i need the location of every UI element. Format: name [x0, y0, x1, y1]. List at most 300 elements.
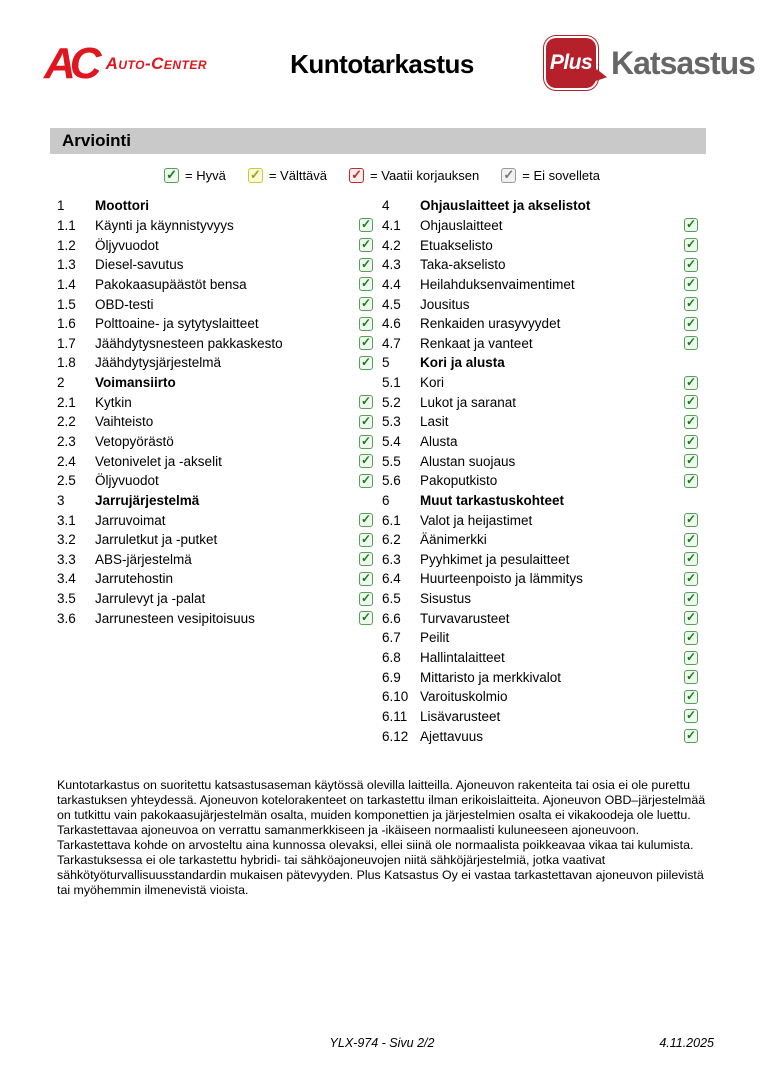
item-status [357, 317, 373, 331]
check-icon: ✓ [685, 688, 697, 703]
item-status [357, 513, 373, 527]
status-checkbox-good [359, 435, 373, 449]
status-checkbox-good [684, 631, 698, 645]
check-icon: ✓ [166, 167, 177, 182]
item-number: 1.5 [57, 296, 76, 312]
item-label: Kytkin [95, 394, 132, 410]
item-number: 1.8 [57, 355, 76, 371]
check-icon: ✓ [360, 453, 372, 468]
item-status [357, 435, 373, 449]
item-label: Taka-akselisto [420, 257, 506, 273]
plus-badge-icon [544, 36, 598, 90]
checklist-item-row [57, 333, 373, 353]
checklist-item-row [382, 432, 698, 452]
checklist-item-row [57, 530, 373, 550]
item-status [357, 454, 373, 468]
legend-item [349, 168, 479, 183]
checklist-item-row [57, 392, 373, 412]
checklist-item-row [57, 275, 373, 295]
section-title: Kori ja alusta [420, 355, 505, 371]
item-status [357, 474, 373, 488]
item-number: 1.6 [57, 316, 76, 332]
status-checkbox-good [684, 258, 698, 272]
item-label: Ajettavuus [420, 728, 484, 744]
checklist-item-row [382, 275, 698, 295]
item-status [682, 277, 698, 291]
checklist-item-row [382, 687, 698, 707]
check-icon: ✓ [685, 629, 697, 644]
check-icon: ✓ [360, 413, 372, 428]
checklist-item-row [382, 707, 698, 727]
checklist-item-row [382, 726, 698, 746]
checklist-item-row [382, 451, 698, 471]
status-checkbox-good [359, 552, 373, 566]
checklist-item-row [382, 628, 698, 648]
check-icon: ✓ [685, 296, 697, 311]
plus-badge-text: Plus [549, 51, 593, 74]
check-icon: ✓ [360, 354, 372, 369]
section-bar-title: Arviointi [62, 131, 131, 150]
section-title: Muut tarkastuskohteet [420, 492, 565, 508]
item-number: 4.1 [382, 217, 401, 233]
item-number: 2.1 [57, 394, 76, 410]
checklist-item-row [57, 255, 373, 275]
section-title: Moottori [95, 198, 149, 214]
check-icon: ✓ [685, 335, 697, 350]
item-label: Diesel-savutus [95, 257, 184, 273]
check-icon: ✓ [685, 217, 697, 232]
status-checkbox-good [684, 592, 698, 606]
checklist-item-row [382, 667, 698, 687]
item-label: Polttoaine- ja sytytyslaitteet [95, 316, 259, 332]
item-status [682, 395, 698, 409]
check-icon: ✓ [360, 590, 372, 605]
item-label: Lasit [420, 414, 449, 430]
item-number: 2.3 [57, 434, 76, 449]
section-number: 3 [57, 492, 65, 508]
item-number: 3.4 [57, 571, 76, 587]
item-number: 1.7 [57, 335, 76, 351]
section-header-row [382, 353, 698, 373]
item-number: 3.2 [57, 532, 76, 548]
status-checkbox-good [684, 513, 698, 527]
legend-label: = Vaatii korjauksen [370, 168, 480, 183]
checklist-item-row [382, 392, 698, 412]
checklist-item-row [57, 569, 373, 589]
item-status [682, 376, 698, 390]
checklist-item-row [57, 608, 373, 628]
check-icon: ✓ [360, 315, 372, 330]
status-checkbox-good [359, 218, 373, 232]
item-label: Valot ja heijastimet [420, 512, 533, 528]
check-icon: ✓ [685, 669, 697, 684]
item-label: Äänimerkki [420, 532, 487, 548]
item-label: Hallintalaitteet [420, 650, 505, 666]
item-number: 1.2 [57, 237, 76, 253]
item-label: Käynti ja käynnistyvyys [95, 217, 234, 233]
item-status [682, 218, 698, 232]
item-status [357, 395, 373, 409]
item-label: Mittaristo ja merkkivalot [420, 669, 562, 685]
item-status [682, 415, 698, 429]
item-number: 3.1 [57, 512, 76, 528]
item-number: 5.6 [382, 473, 401, 489]
item-status [357, 592, 373, 606]
check-icon: ✓ [249, 167, 261, 182]
item-number: 2.4 [57, 453, 76, 469]
item-status [682, 435, 698, 449]
checklist-item-row [57, 471, 373, 491]
status-checkbox-good [684, 218, 698, 232]
page-footer [0, 1036, 764, 1056]
item-status [357, 238, 373, 252]
check-icon: ✓ [685, 472, 697, 487]
check-icon: ✓ [685, 610, 697, 625]
status-legend [0, 168, 764, 183]
checklist-item-row [382, 530, 698, 550]
item-label: Lisävarusteet [420, 708, 501, 724]
checklist-item-row [57, 451, 373, 471]
status-checkbox-fair [248, 168, 263, 183]
check-icon: ✓ [685, 394, 697, 409]
item-status [682, 611, 698, 625]
checklist-item-row [57, 510, 373, 530]
checklist-item-row [57, 589, 373, 609]
section-number: 5 [382, 355, 390, 371]
item-status [357, 297, 373, 311]
status-checkbox-good [359, 454, 373, 468]
item-label: Alusta [420, 434, 458, 449]
item-status [682, 258, 698, 272]
check-icon: ✓ [685, 649, 697, 664]
checklist-item-row [57, 216, 373, 236]
check-icon: ✓ [360, 551, 372, 566]
item-number: 2.2 [57, 414, 76, 430]
item-label: Jarrulevyt ja -palat [95, 591, 206, 607]
item-number: 1.4 [57, 276, 76, 292]
item-label: Renkaat ja vanteet [420, 335, 533, 351]
status-checkbox-good [359, 356, 373, 370]
item-number: 4.2 [382, 237, 401, 253]
item-status [682, 297, 698, 311]
item-label: Pyyhkimet ja pesulaitteet [420, 551, 570, 567]
item-number: 6.6 [382, 610, 401, 626]
item-status [682, 533, 698, 547]
item-status [357, 572, 373, 586]
item-label: Alustan suojaus [420, 453, 516, 469]
section-number: 6 [382, 492, 390, 508]
item-status [682, 336, 698, 350]
item-label: Pakokaasupäästöt bensa [95, 276, 247, 292]
check-icon: ✓ [360, 217, 372, 232]
item-label: Huurteenpoisto ja lämmitys [420, 571, 583, 587]
status-checkbox-good [359, 592, 373, 606]
item-number: 5.2 [382, 394, 401, 410]
item-status [357, 533, 373, 547]
item-label: Vetopyörästö [95, 434, 174, 449]
section-header-row [57, 491, 373, 511]
status-checkbox-good [684, 651, 698, 665]
item-status [682, 729, 698, 743]
check-icon: ✓ [360, 433, 372, 448]
checklist-item-row [382, 510, 698, 530]
item-status [357, 258, 373, 272]
item-status [682, 552, 698, 566]
check-icon: ✓ [360, 237, 372, 252]
item-status [682, 670, 698, 684]
check-icon: ✓ [685, 708, 697, 723]
legend-label: = Välttävä [268, 168, 328, 183]
status-checkbox-good [164, 168, 179, 183]
item-label: Jarrunesteen vesipitoisuus [95, 610, 255, 626]
item-number: 4.6 [382, 316, 401, 332]
status-checkbox-good [684, 376, 698, 390]
item-label: Peilit [420, 630, 450, 646]
check-icon: ✓ [685, 453, 697, 468]
checklist-item-row [57, 294, 373, 314]
checklist-column-right [382, 196, 698, 746]
checklist-item-row [57, 550, 373, 570]
status-checkbox-good [684, 533, 698, 547]
status-checkbox-good [684, 297, 698, 311]
item-number: 3.6 [57, 610, 76, 626]
check-icon: ✓ [685, 315, 697, 330]
checklist-item-row [57, 353, 373, 373]
plus-katsastus-logo [544, 36, 755, 90]
check-icon: ✓ [685, 413, 697, 428]
item-number: 5.5 [382, 453, 401, 469]
item-status [682, 513, 698, 527]
status-checkbox-na [501, 168, 516, 183]
item-status [357, 277, 373, 291]
checklist-item-row [57, 235, 373, 255]
legend-label: = Hyvä [185, 168, 226, 183]
status-checkbox-good [359, 277, 373, 291]
checklist-item-row [382, 471, 698, 491]
item-label: Vetonivelet ja -akselit [95, 453, 222, 469]
checklist-item-row [382, 333, 698, 353]
status-checkbox-good [684, 336, 698, 350]
status-checkbox-good [684, 454, 698, 468]
item-number: 5.4 [382, 434, 401, 449]
status-checkbox-good [359, 238, 373, 252]
check-icon: ✓ [685, 570, 697, 585]
check-icon: ✓ [360, 610, 372, 625]
item-label: Jarrutehostin [95, 571, 174, 587]
checklist-item-row [382, 589, 698, 609]
item-status [682, 572, 698, 586]
item-number: 6.2 [382, 532, 401, 548]
check-icon: ✓ [685, 531, 697, 546]
section-header-row [57, 373, 373, 393]
checklist-item-row [382, 235, 698, 255]
ac-monogram-icon: AC [44, 39, 96, 88]
status-checkbox-good [684, 572, 698, 586]
check-icon: ✓ [685, 728, 697, 743]
check-icon: ✓ [360, 531, 372, 546]
item-label: Heilahduksenvaimentimet [420, 276, 575, 292]
item-status [682, 317, 698, 331]
status-checkbox-good [684, 611, 698, 625]
checklist-item-row [382, 294, 698, 314]
item-label: Öljyvuodot [95, 237, 159, 253]
item-status [357, 356, 373, 370]
item-status [357, 611, 373, 625]
check-icon: ✓ [360, 512, 372, 527]
section-title: Voimansiirto [95, 375, 176, 391]
item-label: Sisustus [420, 591, 472, 607]
item-number: 6.1 [382, 512, 401, 528]
status-checkbox-good [684, 395, 698, 409]
item-label: Ohjauslaitteet [420, 217, 503, 233]
legend-item [501, 168, 600, 183]
check-icon: ✓ [360, 256, 372, 271]
status-checkbox-good [684, 552, 698, 566]
status-checkbox-good [684, 729, 698, 743]
section-number: 2 [57, 375, 65, 391]
item-number: 5.3 [382, 414, 401, 430]
check-icon: ✓ [503, 167, 515, 182]
checklist-item-row [57, 432, 373, 452]
item-number: 4.4 [382, 276, 401, 292]
checklist-item-row [382, 412, 698, 432]
status-checkbox-good [359, 513, 373, 527]
item-status [357, 552, 373, 566]
status-checkbox-good [359, 533, 373, 547]
section-header-row [382, 196, 698, 216]
status-checkbox-good [684, 317, 698, 331]
speech-bubble-tail-icon [594, 69, 608, 84]
status-checkbox-good [684, 670, 698, 684]
item-status [682, 238, 698, 252]
section-header-row [57, 196, 373, 216]
item-number: 1.3 [57, 257, 76, 273]
item-number: 1.1 [57, 217, 76, 233]
item-label: Kori [420, 375, 445, 391]
item-label: Lukot ja saranat [420, 394, 517, 410]
item-label: Jäähdytysnesteen pakkaskesto [95, 335, 283, 351]
legend-item [164, 168, 226, 183]
status-checkbox-good [684, 277, 698, 291]
status-checkbox-good [684, 690, 698, 704]
item-number: 6.9 [382, 669, 401, 685]
check-icon: ✓ [360, 296, 372, 311]
check-icon: ✓ [351, 167, 362, 182]
item-label: Vaihteisto [95, 414, 154, 430]
status-checkbox-good [684, 474, 698, 488]
section-header-row [382, 491, 698, 511]
check-icon: ✓ [360, 394, 372, 409]
item-status [357, 218, 373, 232]
status-checkbox-good [359, 317, 373, 331]
check-icon: ✓ [685, 512, 697, 527]
status-checkbox-repair [349, 168, 364, 183]
status-checkbox-good [359, 611, 373, 625]
section-number: 1 [57, 198, 65, 214]
item-label: Pakoputkisto [420, 473, 498, 489]
item-status [682, 651, 698, 665]
check-icon: ✓ [360, 570, 372, 585]
status-checkbox-good [684, 415, 698, 429]
item-number: 6.11 [382, 708, 408, 724]
item-number: 6.7 [382, 630, 401, 646]
check-icon: ✓ [685, 551, 697, 566]
ac-logo-name: Auto-Center [105, 54, 208, 73]
checklist-column-left [57, 196, 373, 628]
item-label: Jousitus [420, 296, 470, 312]
check-icon: ✓ [685, 374, 697, 389]
item-number: 2.5 [57, 473, 76, 489]
item-label: Etuakselisto [420, 237, 493, 253]
check-icon: ✓ [685, 590, 697, 605]
item-label: Jarruvoimat [95, 512, 166, 528]
status-checkbox-good [684, 238, 698, 252]
check-icon: ✓ [360, 276, 372, 291]
checklist-item-row [382, 608, 698, 628]
section-number: 4 [382, 198, 390, 214]
item-number: 3.3 [57, 551, 76, 567]
status-checkbox-good [359, 395, 373, 409]
footer-date: 4.11.2025 [659, 1036, 714, 1050]
check-icon: ✓ [360, 472, 372, 487]
section-title: Jarrujärjestelmä [95, 492, 200, 508]
item-status [682, 454, 698, 468]
check-icon: ✓ [685, 276, 697, 291]
page-title: Kuntotarkastus [290, 49, 474, 79]
check-icon: ✓ [685, 433, 697, 448]
checklist-item-row [382, 314, 698, 334]
katsastus-logo-text: Katsastus [611, 44, 755, 81]
item-label: ABS-järjestelmä [95, 551, 192, 567]
item-number: 6.3 [382, 551, 401, 567]
item-number: 5.1 [382, 375, 401, 391]
checklist-item-row [382, 550, 698, 570]
item-number: 4.3 [382, 257, 401, 273]
item-status [682, 474, 698, 488]
item-number: 6.8 [382, 650, 401, 666]
item-number: 6.10 [382, 689, 409, 705]
status-checkbox-good [359, 258, 373, 272]
status-checkbox-good [359, 415, 373, 429]
status-checkbox-good [684, 435, 698, 449]
check-icon: ✓ [685, 256, 697, 271]
legend-label: = Ei sovelleta [522, 168, 600, 183]
item-label: Renkaiden urasyvyydet [420, 316, 561, 332]
section-title: Ohjauslaitteet ja akselistot [420, 198, 591, 214]
item-number: 6.4 [382, 571, 401, 587]
item-status [357, 415, 373, 429]
checklist-item-row [382, 648, 698, 668]
checklist-item-row [382, 255, 698, 275]
status-checkbox-good [359, 572, 373, 586]
check-icon: ✓ [685, 237, 697, 252]
item-number: 6.5 [382, 591, 401, 607]
checklist-item-row [57, 412, 373, 432]
item-label: Jäähdytysjärjestelmä [95, 355, 222, 371]
item-status [357, 336, 373, 350]
item-status [682, 592, 698, 606]
item-status [682, 631, 698, 645]
status-checkbox-good [684, 709, 698, 723]
item-label: Öljyvuodot [95, 473, 159, 489]
item-label: Turvavarusteet [420, 610, 510, 626]
arviointi-section-bar [50, 128, 706, 154]
item-label: OBD-testi [95, 296, 154, 312]
item-number: 4.7 [382, 335, 401, 351]
item-number: 4.5 [382, 296, 401, 312]
checklist-item-row [382, 216, 698, 236]
status-checkbox-good [359, 474, 373, 488]
